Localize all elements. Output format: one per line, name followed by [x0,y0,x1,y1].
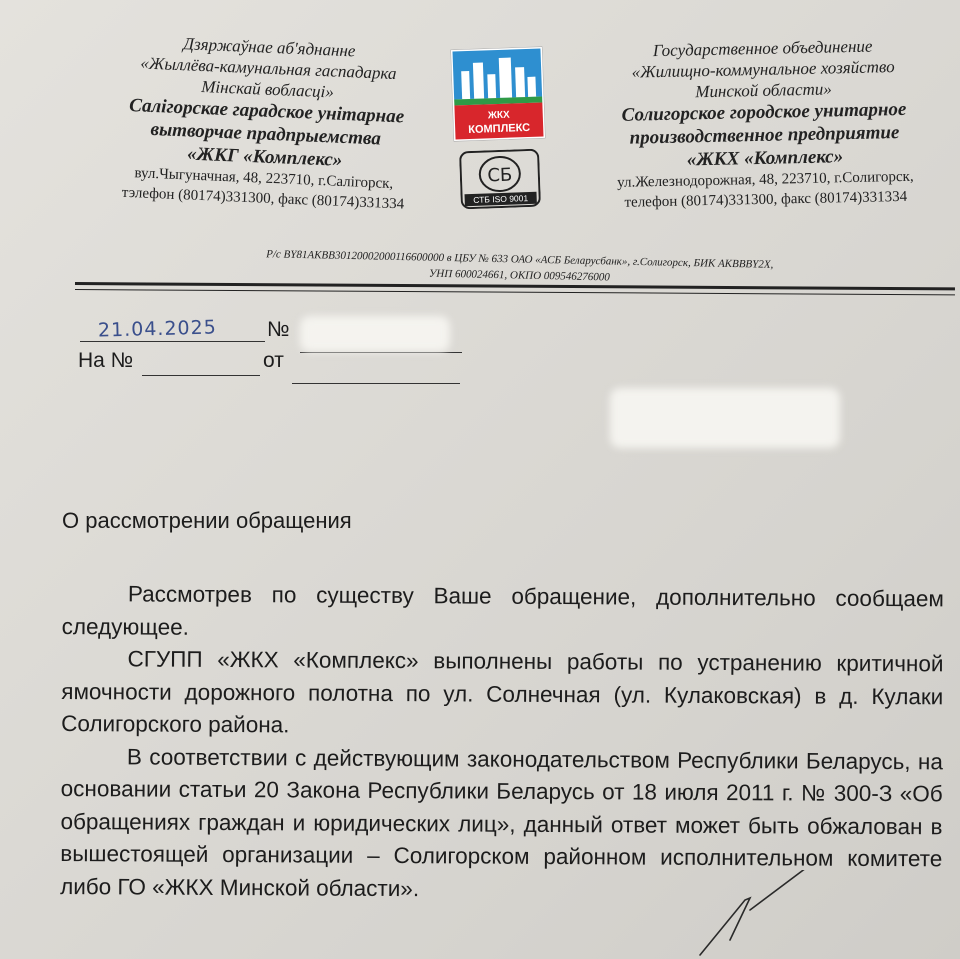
header-rule-bottom [75,289,955,295]
reply-label: На № [78,349,134,372]
cert-mark: СБ [487,164,513,187]
letter-body [60,578,944,908]
signature-mark [690,870,830,959]
paragraph-1: Рассмотрев по существу Ваше обращение, дополнительно сообщаем следующее. [61,581,944,640]
bank-line1: Р/с BY81AKBB30120002000116600000 в ЦБУ № 633 ОАО «АСБ Беларусбанк», г.Солигорск, БИК AKBBBY2X, [266,248,774,271]
left-org3: «ЖКГ «Комплекс» [186,143,343,171]
left-org1: Салігорскае гарадское унітарнае [128,94,405,128]
right-org3: «ЖКХ «Комплекс» [686,146,844,171]
building-logo-icon [450,46,545,141]
right-line1: Государственное объединение [652,36,873,61]
right-org2: производственное предприятие [629,122,900,149]
left-addr2: тэлефон (80174)331300, факс (80174)331334 [121,184,405,213]
letterhead-left [53,28,480,217]
right-addr2: телефон (80174)331300, факс (80174)331334 [624,188,908,211]
paragraph-3: В соответствии с действующим законодательством Республики Беларусь, на основании статьи 20 Закона Республики Беларусь от 18 июля 2011 г. № 300-З «Об обращениях граждан и юридических лиц», данный ответ может быть обжалован в вышестоящей организации – Солигорском районном исполнительном комитете либо ГО «ЖКХ Минской области». [60,743,943,901]
number-underline [300,352,462,353]
left-line1: Дзяржаўнае аб'яднанне [182,34,356,61]
number-label: № [267,318,290,341]
cert-label: СТБ ISO 9001 [473,193,529,205]
reply-underline [142,375,260,376]
right-org1: Солигорское городское унитарное [621,98,907,126]
right-line2: «Жилищно-коммунальное хозяйство [631,57,895,82]
left-line2: «Жыллёва-камунальная гаспадарка [140,53,397,84]
from-label: от [263,349,284,372]
redacted-recipient [610,388,840,448]
left-line3: Мінскай вобласці» [200,76,335,102]
bank-line2: УНП 600024661, ОКПО 009546276000 [428,267,610,284]
logo-text1: ЖКХ [487,109,510,122]
right-addr1: ул.Железнодорожная, 48, 223710, г.Солигорск, [617,168,914,191]
logo-text2: КОМПЛЕКС [468,121,531,137]
from-underline [292,383,460,384]
paragraph-2: СГУПП «ЖКХ «Комплекс» выполнены работы по устранению критичной ямочности дорожного полотна по ул. Солнечная (ул. Кулаковская) в д. Кулаки Солигорского района. [61,646,944,738]
certification-icon [459,149,541,210]
left-org2: вытворчае прадпрыемства [150,118,382,150]
right-line3: Минской области» [695,79,833,102]
left-addr1: вул.Чыгуначная, 48, 223710, г.Салігорск, [134,165,394,193]
letter-subject: О рассмотрении обращения [62,508,352,533]
redacted-number [300,316,450,352]
handwritten-date: 21.04.2025 [97,316,218,342]
letterhead-right [565,34,960,214]
